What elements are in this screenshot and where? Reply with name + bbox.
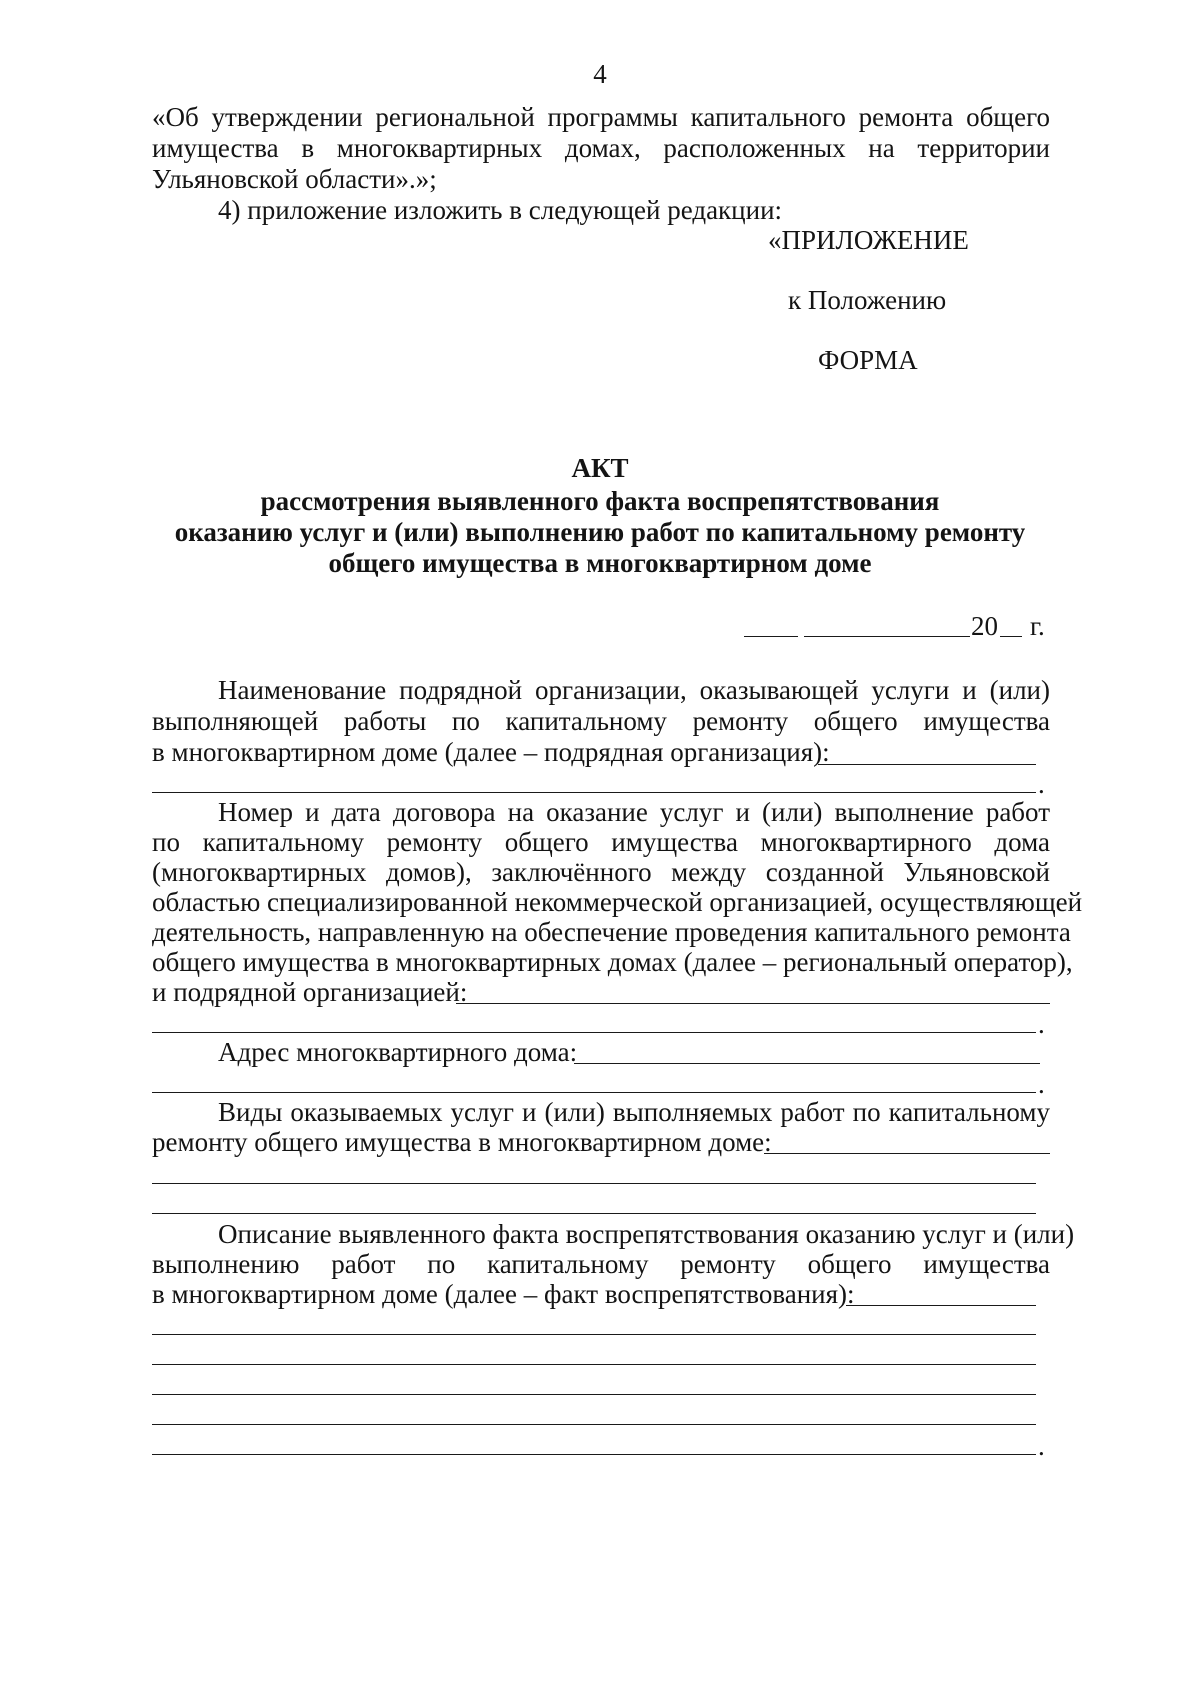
date-year-blank <box>1000 636 1022 637</box>
description-blank-4 <box>152 1394 1036 1395</box>
description-blank-3 <box>152 1364 1036 1365</box>
intro-line-4: 4) приложение изложить в следующей редакции: <box>218 195 783 225</box>
date-year-suffix: г. <box>1030 611 1045 641</box>
act-subtitle-3: общего имущества в многоквартирном доме <box>328 548 872 578</box>
section5-line-3: в многоквартирном доме (далее – факт воспрепятствования): <box>152 1279 855 1309</box>
section4-line-1: Виды оказываемых услуг и (или) выполняемых работ по капитальному <box>218 1097 1050 1127</box>
description-period: . <box>1038 1431 1045 1461</box>
act-title: АКТ <box>571 453 629 483</box>
date-month-blank <box>804 636 970 637</box>
section3-line-1: Адрес многоквартирного дома: <box>218 1037 578 1067</box>
contractor-name-blank-1 <box>818 764 1036 765</box>
description-blank-5 <box>152 1424 1036 1425</box>
section2-line-2: по капитальному ремонту общего имущества многоквартирного дома <box>152 827 1050 857</box>
contract-period: . <box>1038 1009 1045 1039</box>
description-blank-1 <box>846 1305 1036 1306</box>
section1-line-2: выполняющей работы по капитальному ремонту общего имущества <box>152 706 1050 736</box>
act-subtitle-2: оказанию услуг и (или) выполнению работ по капитальному ремонту <box>174 517 1026 547</box>
section2-line-3: (многоквартирных домов), заключённого между созданной Ульяновской <box>152 857 1050 887</box>
contract-blank-1 <box>456 1003 1050 1004</box>
address-period: . <box>1038 1069 1045 1099</box>
description-blank-2 <box>152 1334 1036 1335</box>
appendix-label: «ПРИЛОЖЕНИЕ <box>768 225 969 255</box>
section5-line-2: выполнению работ по капитальному ремонту общего имущества <box>152 1249 1050 1279</box>
act-subtitle-1: рассмотрения выявленного факта воспрепятствования <box>260 486 940 516</box>
date-day-blank <box>744 636 798 637</box>
page-number: 4 <box>593 59 607 89</box>
appendix-to-regulation: к Положению <box>788 285 947 315</box>
section2-line-7: и подрядной организацией: <box>152 977 468 1007</box>
section2-line-4: областью специализированной некоммерческой организацией, осуществляющей <box>152 887 1083 917</box>
intro-line-3: Ульяновской области».»; <box>152 164 437 194</box>
intro-line-2: имущества в многоквартирных домах, расположенных на территории <box>152 133 1050 163</box>
section4-line-2: ремонту общего имущества в многоквартирном доме: <box>152 1127 772 1157</box>
date-year-prefix: 20 <box>971 611 998 641</box>
services-blank-3 <box>152 1213 1036 1214</box>
description-blank-6 <box>152 1454 1036 1455</box>
section1-line-1: Наименование подрядной организации, оказывающей услуги и (или) <box>218 675 1050 705</box>
contractor-name-period: . <box>1038 769 1045 799</box>
section1-line-3: в многоквартирном доме (далее – подрядная организация): <box>152 737 830 767</box>
section2-line-6: общего имущества в многоквартирных домах (далее – региональный оператор), <box>152 947 1073 977</box>
intro-line-1: «Об утверждении региональной программы капитального ремонта общего <box>152 102 1050 132</box>
section2-line-5: деятельность, направленную на обеспечение проведения капитального ремонта <box>152 917 1071 947</box>
address-blank-2 <box>152 1092 1036 1093</box>
contractor-name-blank-2 <box>152 792 1036 793</box>
address-blank-1 <box>574 1063 1040 1064</box>
services-blank-2 <box>152 1183 1036 1184</box>
services-blank-1 <box>764 1153 1050 1154</box>
form-label: ФОРМА <box>818 345 918 375</box>
section2-line-1: Номер и дата договора на оказание услуг и (или) выполнение работ <box>218 797 1050 827</box>
contract-blank-2 <box>152 1032 1036 1033</box>
section5-line-1: Описание выявленного факта воспрепятствования оказанию услуг и (или) <box>218 1219 1075 1249</box>
